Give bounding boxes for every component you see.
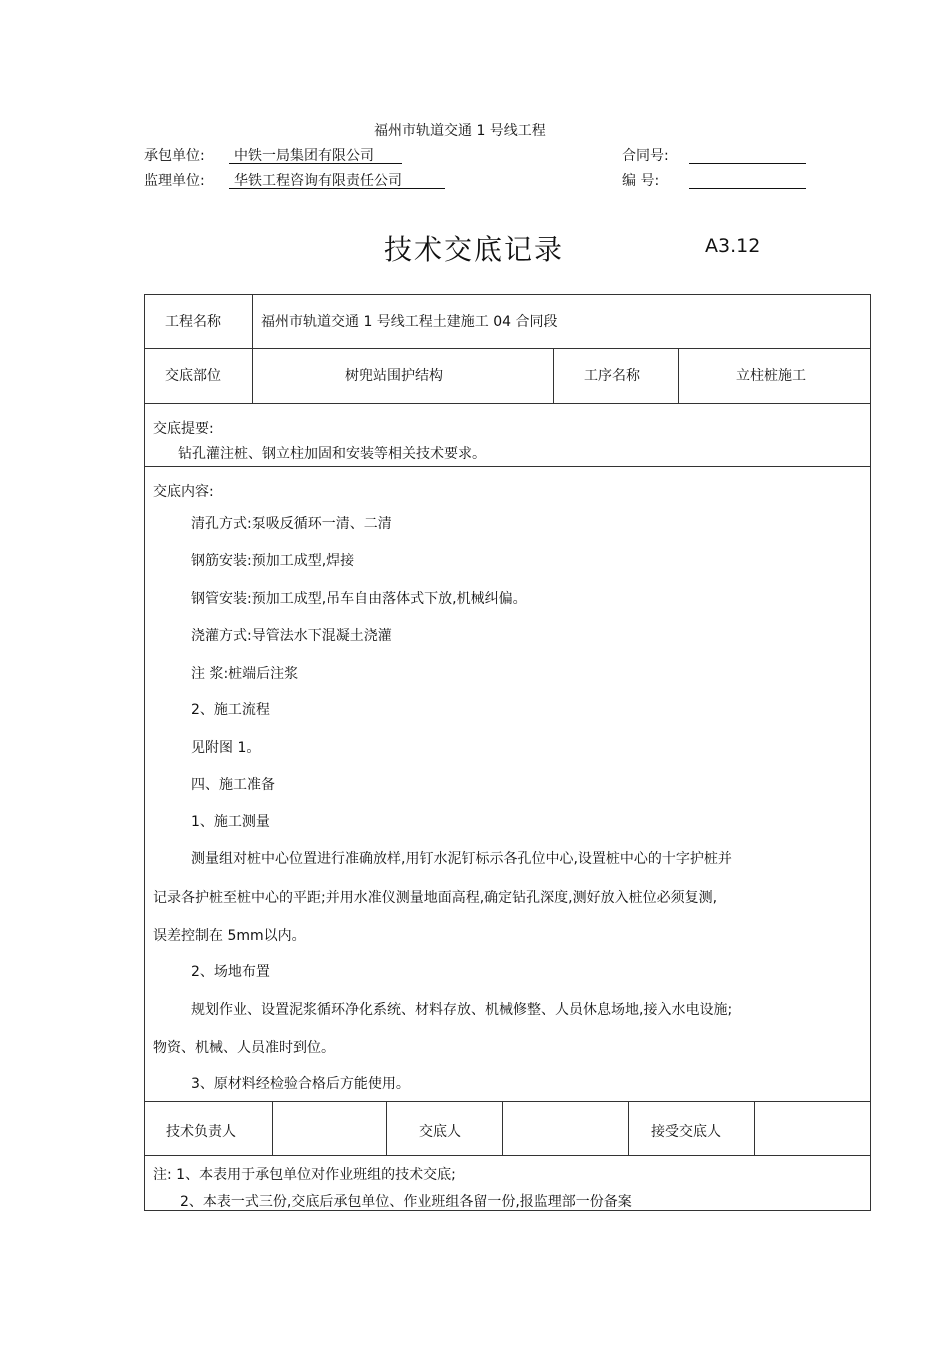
form-code: A3.12 [705,235,761,257]
contract-no-label: 合同号: [622,148,669,164]
col-divider [272,1101,273,1155]
col-divider [386,1101,387,1155]
process-label: 工序名称 [584,368,640,384]
content-line: 四、施工准备 [191,777,275,793]
content-line: 物资、机械、人员准时到位。 [153,1040,335,1056]
content-line: 钢管安装:预加工成型,吊车自由落体式下放,机械纠偏。 [191,591,527,607]
contractor-underline [229,163,402,164]
col-divider [252,294,253,403]
project-name-label: 工程名称 [165,314,221,330]
row-divider [144,466,871,467]
tech-lead-label: 技术负责人 [166,1124,236,1140]
content-line: 1、施工测量 [191,814,270,830]
presenter-label: 交底人 [419,1124,461,1140]
contract-no-underline [689,163,806,164]
row-divider [144,1155,871,1156]
document-title: 技术交底记录 [384,233,565,266]
content-line: 2、施工流程 [191,702,270,718]
content-line: 误差控制在 5mm以内。 [153,928,306,944]
note-line: 2、本表一式三份,交底后承包单位、作业班组各留一份,报监理部一份备案 [180,1194,632,1210]
content-line: 测量组对桩中心位置进行准确放样,用钉水泥钉标示各孔位中心,设置桩中心的十字护桩并 [191,851,732,867]
content-line: 清孔方式:泵吸反循环一清、二清 [191,516,392,532]
record-table [144,294,871,1211]
process-value: 立柱桩施工 [736,368,806,384]
col-divider [754,1101,755,1155]
col-divider [553,348,554,403]
col-divider [628,1101,629,1155]
content-line: 规划作业、设置泥浆循环净化系统、材料存放、机械修整、人员休息场地,接入水电设施; [191,1002,733,1018]
col-divider [502,1101,503,1155]
supervisor-label: 监理单位: [144,173,205,189]
row-divider [144,1101,871,1102]
project-line: 福州市轨道交通 1 号线工程 [374,123,546,139]
content-line: 钢筋安装:预加工成型,焊接 [191,553,355,569]
col-divider [678,348,679,403]
serial-label: 编 号: [622,173,660,189]
supervisor-underline [229,188,445,189]
content-line: 2、场地布置 [191,964,270,980]
note-line: 注: 1、本表用于承包单位对作业班组的技术交底; [153,1167,456,1183]
content-line: 3、原材料经检验合格后方能使用。 [191,1076,410,1092]
part-value: 树兜站围护结构 [345,368,443,384]
summary-text: 钻孔灌注桩、钢立柱加固和安装等相关技术要求。 [178,446,486,462]
receiver-label: 接受交底人 [651,1124,721,1140]
project-name-value: 福州市轨道交通 1 号线工程土建施工 04 合同段 [261,314,558,330]
content-label: 交底内容: [153,484,214,500]
row-divider [144,403,871,404]
content-line: 注 浆:桩端后注浆 [191,666,299,682]
supervisor-value: 华铁工程咨询有限责任公司 [234,173,402,189]
part-label: 交底部位 [165,368,221,384]
content-line: 记录各护桩至桩中心的平距;并用水准仪测量地面高程,确定钻孔深度,测好放入桩位必须复测, [153,890,718,906]
contractor-label: 承包单位: [144,148,205,164]
row-divider [144,348,871,349]
serial-underline [689,188,806,189]
summary-label: 交底提要: [153,421,214,437]
content-line: 见附图 1。 [191,740,261,756]
content-line: 浇灌方式:导管法水下混凝土浇灌 [191,628,392,644]
contractor-value: 中铁一局集团有限公司 [234,148,374,164]
